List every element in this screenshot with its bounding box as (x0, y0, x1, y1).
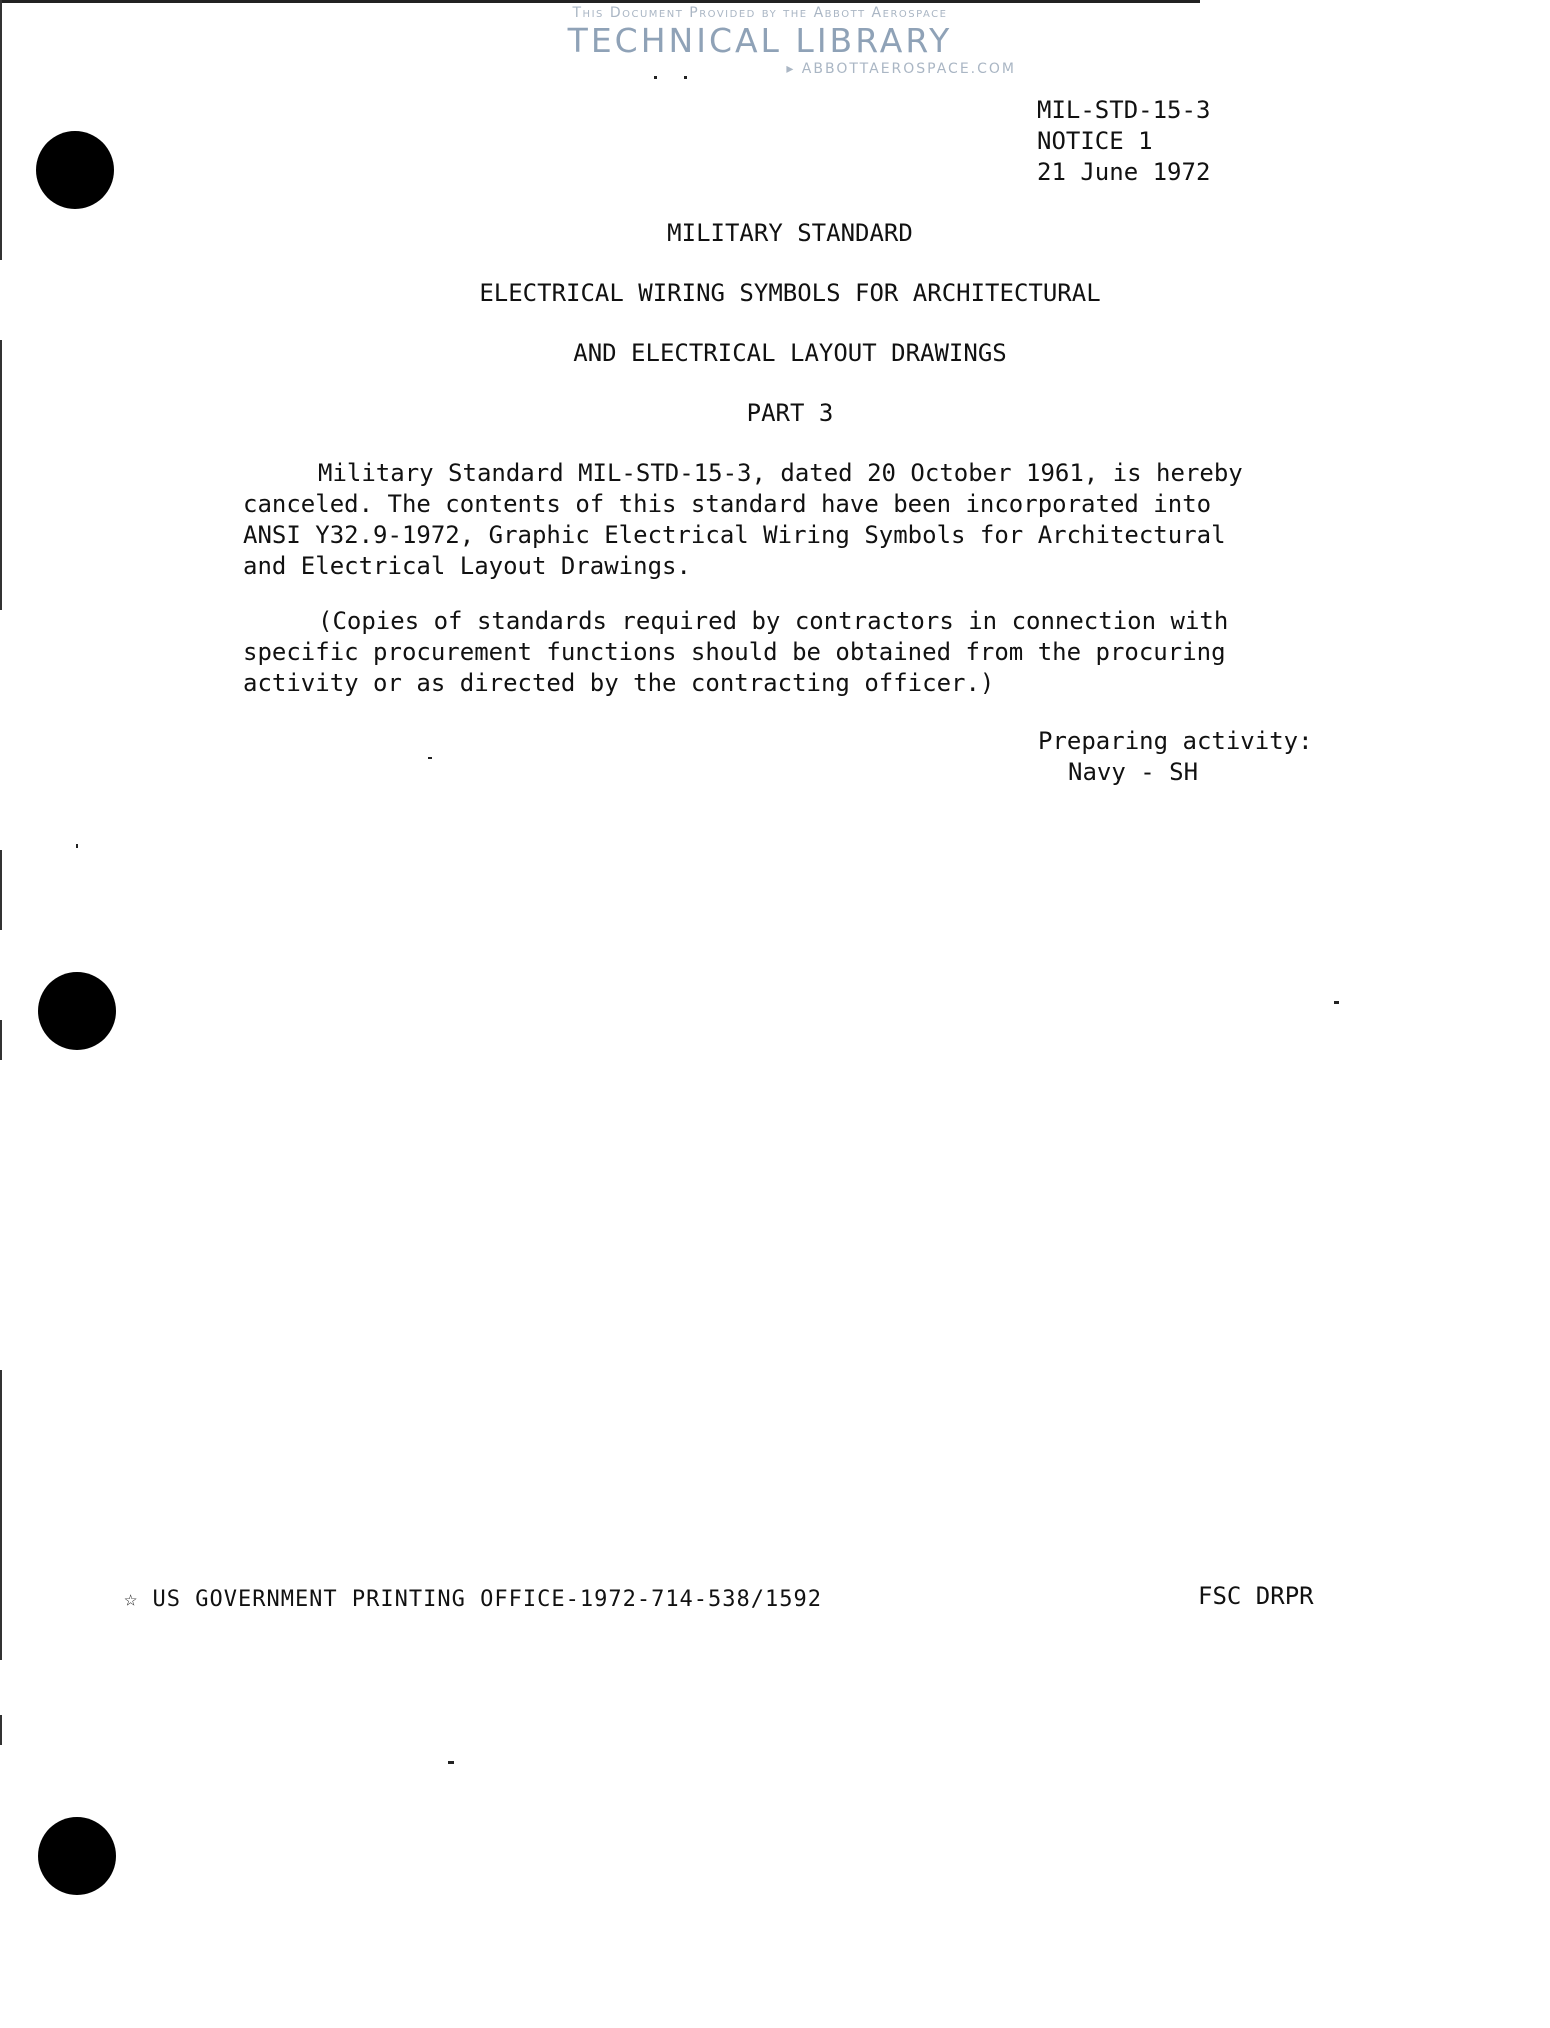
body-paragraph-2 (243, 606, 1283, 699)
top-border (0, 0, 1200, 3)
watermark (500, 4, 1020, 78)
left-border (0, 340, 2, 610)
scan-speck (654, 76, 657, 79)
watermark-title: TECHNICAL LIBRARY (567, 21, 953, 60)
paragraph-text: (Copies of standards required by contractors in connection with specific procurement functions should be obtained from the procuring activity or as directed by the contracting officer.) (243, 607, 1229, 697)
printing-office-line: ☆ US GOVERNMENT PRINTING OFFICE-1972-714-538/1592 (124, 1587, 823, 1612)
document-identifier (1037, 95, 1210, 188)
doc-number: MIL-STD-15-3 (1037, 96, 1211, 124)
left-border (0, 1715, 2, 1745)
left-border (0, 1020, 2, 1060)
watermark-url: ▸ ABBOTTAEROSPACE.COM (786, 61, 1016, 77)
punch-hole (38, 1817, 116, 1895)
watermark-provider: This Document Provided by the Abbott Aerospace (572, 5, 948, 21)
notice-date: 21 June 1972 (1037, 158, 1211, 186)
scan-speck (1334, 1001, 1339, 1004)
preparing-label: Preparing activity: (1038, 727, 1313, 755)
preparing-value: Navy - SH (1068, 758, 1199, 786)
scan-speck (448, 1761, 454, 1764)
title-line-3: AND ELECTRICAL LAYOUT DRAWINGS (573, 339, 1007, 367)
title-line-4: PART 3 (746, 399, 834, 427)
scan-speck (428, 757, 432, 759)
punch-hole (38, 972, 116, 1050)
left-border (0, 850, 2, 930)
paragraph-text: Military Standard MIL-STD-15-3, dated 20 October 1961, is hereby canceled. The contents of this standard have been incorporated into ANSI Y32.9-1972, Graphic Electrical Wiring Symbols for Architectural and Electrical Layout Drawings. (243, 459, 1243, 580)
left-border (0, 1370, 2, 1660)
preparing-activity (1038, 726, 1313, 788)
scan-speck (684, 76, 687, 79)
notice-number: NOTICE 1 (1037, 127, 1153, 155)
title-line-1: MILITARY STANDARD (667, 219, 913, 247)
fsc-code: FSC DRPR (1198, 1582, 1314, 1610)
scan-speck (76, 844, 78, 848)
title-line-2: ELECTRICAL WIRING SYMBOLS FOR ARCHITECTURAL (479, 279, 1101, 307)
body-paragraph-1 (243, 458, 1283, 582)
punch-hole (36, 131, 114, 209)
